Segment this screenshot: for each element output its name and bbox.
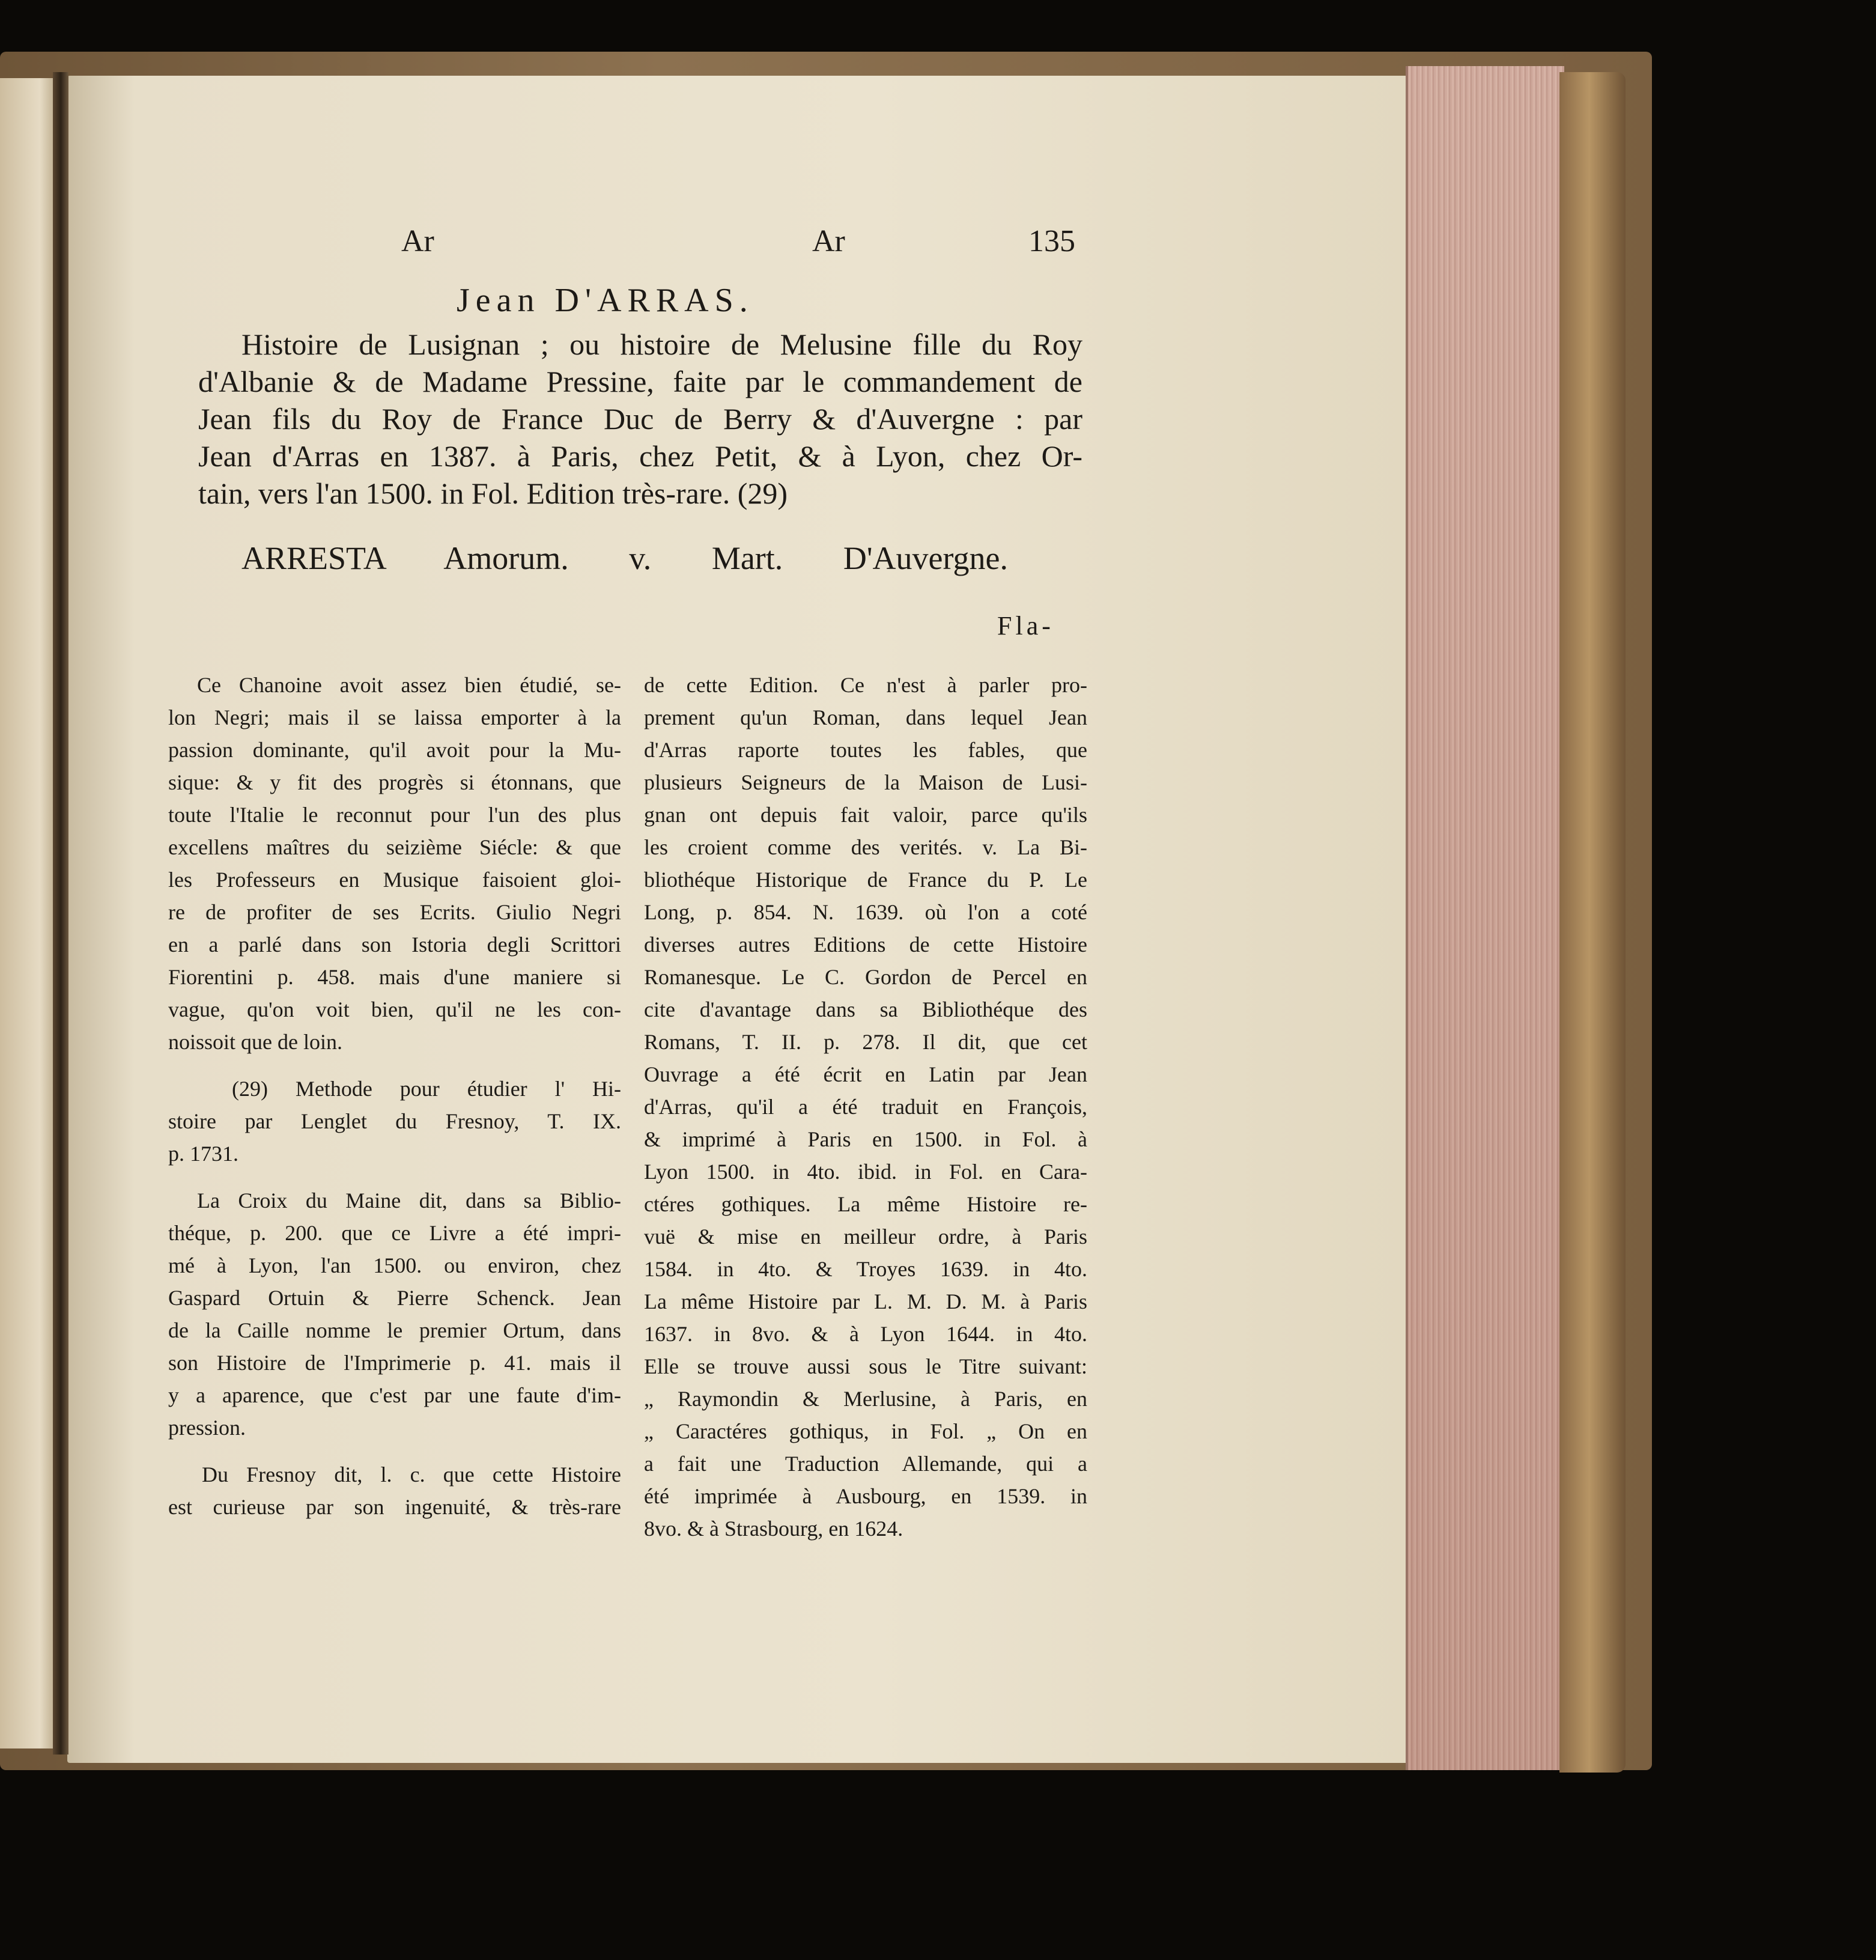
footnote-line: „ Caractéres gothiqus, in Fol. „ On en: [644, 1419, 1087, 1443]
entry-line: Jean d'Arras en 1387. à Paris, chez Petit, & à Lyon, chez Or-: [198, 439, 1082, 473]
footnote-line: passion dominante, qu'il avoit pour la Mu-: [168, 738, 621, 762]
footnote-line: 1637. in 8vo. & à Lyon 1644. in 4to.: [644, 1322, 1087, 1346]
entry-line: Histoire de Lusignan ; ou histoire de Melusine fille du Roy: [241, 327, 1082, 361]
footnote-line: stoire par Lenglet du Fresnoy, T. IX.: [168, 1109, 621, 1133]
footnote-line: les Professeurs en Musique faisoient gloi-: [168, 868, 621, 892]
book-gutter: [53, 72, 68, 1755]
footnote-line: vague, qu'on voit bien, qu'il ne les con-: [168, 997, 621, 1021]
footnote-line: Romans, T. II. p. 278. Il dit, que cet: [644, 1030, 1087, 1054]
footnote-line: p. 1731.: [168, 1142, 238, 1166]
footnote-line: noissoit que de loin.: [168, 1030, 342, 1054]
footnote-line: a fait une Traduction Allemande, qui a: [644, 1452, 1087, 1476]
footnote-line: Ce Chanoine avoit assez bien étudié, se-: [197, 673, 621, 697]
footnote-line: re de profiter de ses Ecrits. Giulio Negri: [168, 900, 621, 924]
footnote-line: ctéres gothiques. La même Histoire re-: [644, 1192, 1087, 1216]
footnote-line: & imprimé à Paris en 1500. in Fol. à: [644, 1127, 1087, 1151]
footnote-line: 8vo. & à Strasbourg, en 1624.: [644, 1517, 903, 1541]
footnote-line: La Croix du Maine dit, dans sa Biblio-: [197, 1188, 621, 1213]
cover-board-edge: [1559, 72, 1626, 1773]
footnote-line: „ Raymondin & Merlusine, à Paris, en: [644, 1387, 1087, 1411]
footnote-line: son Histoire de l'Imprimerie p. 41. mais il: [168, 1351, 621, 1375]
footnote-line: La même Histoire par L. M. D. M. à Paris: [644, 1289, 1087, 1313]
footnote-line: les croient comme des verités. v. La Bi-: [644, 835, 1087, 859]
footnote-line: d'Arras, qu'il a été traduit en François,: [644, 1095, 1087, 1119]
footnote-line: diverses autres Editions de cette Histoire: [644, 933, 1087, 957]
footnote-line: Gaspard Ortuin & Pierre Schenck. Jean: [168, 1286, 621, 1310]
footnote-line: plusieurs Seigneurs de la Maison de Lusi-: [644, 770, 1087, 794]
page-fore-edge: [1406, 66, 1564, 1770]
footnote-line: est curieuse par son ingenuité, & très-rare: [168, 1495, 621, 1519]
footnote-line: prement qu'un Roman, dans lequel Jean: [644, 705, 1087, 729]
footnote-line: Fiorentini p. 458. mais d'une maniere si: [168, 965, 621, 989]
entry-line: Jean fils du Roy de France Duc de Berry & d'Auvergne : par: [198, 402, 1082, 436]
arresta-entry: ARRESTA Amorum. v. Mart. D'Auvergne.: [241, 540, 1008, 576]
footnote-line: bliothéque Historique de France du P. Le: [644, 868, 1087, 892]
footnote-line: Romanesque. Le C. Gordon de Percel en: [644, 965, 1087, 989]
footnote-line: de cette Edition. Ce n'est à parler pro-: [644, 673, 1087, 697]
footnote-line: Ouvrage a été écrit en Latin par Jean: [644, 1062, 1087, 1086]
footnote-line: vuë & mise en meilleur ordre, à Paris: [644, 1225, 1087, 1249]
footnote-line: en a parlé dans son Istoria degli Scrittori: [168, 933, 621, 957]
left-page-edge: [0, 78, 57, 1748]
footnote-line: Long, p. 854. N. 1639. où l'on a coté: [644, 900, 1087, 924]
running-head-left: Ar: [401, 224, 434, 258]
footnote-line: 1584. in 4to. & Troyes 1639. in 4to.: [644, 1257, 1087, 1281]
footnote-line: (29) Methode pour étudier l' Hi-: [232, 1077, 621, 1101]
footnote-line: pression.: [168, 1416, 246, 1440]
entry-line: d'Albanie & de Madame Pressine, faite par le commandement de: [198, 365, 1082, 398]
footnote-line: lon Negri; mais il se laissa emporter à la: [168, 705, 621, 729]
entry-line: tain, vers l'an 1500. in Fol. Edition très-rare. (29): [198, 476, 788, 510]
footnote-line: Elle se trouve aussi sous le Titre suivant:: [644, 1354, 1087, 1378]
entry-title: Jean D'ARRAS.: [457, 282, 754, 319]
footnote-line: cite d'avantage dans sa Bibliothéque des: [644, 997, 1087, 1021]
footnote-line: Lyon 1500. in 4to. ibid. in Fol. en Cara-: [644, 1160, 1087, 1184]
footnote-line: mé à Lyon, l'an 1500. ou environ, chez: [168, 1253, 621, 1277]
footnote-line: sique: & y fit des progrès si étonnans, que: [168, 770, 621, 794]
footnote-line: d'Arras raporte toutes les fables, que: [644, 738, 1087, 762]
footnote-line: gnan ont depuis fait valoir, parce qu'ils: [644, 803, 1087, 827]
footnote-line: été imprimée à Ausbourg, en 1539. in: [644, 1484, 1087, 1508]
footnote-line: y a aparence, que c'est par une faute d'im-: [168, 1383, 621, 1407]
catchword: Fla-: [997, 611, 1054, 641]
footnote-line: Du Fresnoy dit, l. c. que cette Histoire: [202, 1462, 621, 1487]
footnote-line: excellens maîtres du seizième Siécle: & que: [168, 835, 621, 859]
running-head-center: Ar: [812, 224, 845, 258]
footnote-line: toute l'Italie le reconnut pour l'un des plus: [168, 803, 621, 827]
footnote-line: théque, p. 200. que ce Livre a été impri-: [168, 1221, 621, 1245]
footnote-line: de la Caille nomme le premier Ortum, dans: [168, 1318, 621, 1342]
page-number: 135: [1028, 224, 1075, 258]
